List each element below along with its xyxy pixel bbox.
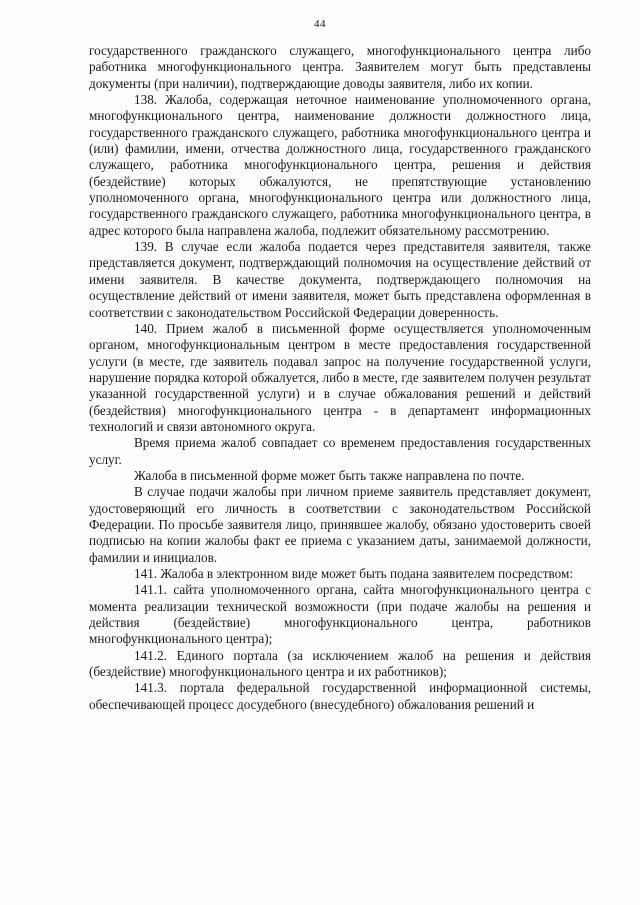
paragraph-mail: Жалоба в письменной форме может быть также направлена по почте. <box>134 467 525 483</box>
paragraph-141-2: 141.2. Единого портала (за исключением жалоб на решения и действия (бездействие) многофункционального центра и их работников); <box>89 647 591 680</box>
paragraph-141-1: 141.1. сайта уполномоченного органа, сайта многофункционального центра с момента реализации технической возможности (при подаче жалобы на решения и действия (бездействие) многофункционального центра, работников многофункционального центра); <box>89 582 591 647</box>
paragraph-138: 138. Жалоба, содержащая неточное наименование уполномоченного органа, многофункционального центра, наименование должности должностного лица, государственного гражданского служащего, работника многофункционального центра и (или) фамилии, имени, отчества должностного лица, государственного гражданского служащего, работника многофункционального центра, решения и действия (бездействие) которых обжалуются, не препятствующие установлению уполномоченного органа, многофункционального центра или должностного лица, государственного гражданского служащего, работника многофункционального центра, в адрес которого была направлена жалоба, подлежит обязательному рассмотрению. <box>89 92 591 238</box>
paragraph-141-3: 141.3. портала федеральной государственной информационной системы, обеспечивающей процесс досудебного (внесудебного) обжалования решений и <box>89 680 591 712</box>
paragraph-141: 141. Жалоба в электронном виде может быть подана заявителем посредством: <box>134 566 574 581</box>
paragraph-personal-reception: В случае подачи жалобы при личном приеме заявитель представляет документ, удостоверяющий его личность в соответствии с законодательством Российской Федерации. По просьбе заявителя лицо, принявшее жалобу, обязано удостоверить своей подписью на копии жалобы факт ее приема с указанием даты, занимаемой должности, фамилии и инициалов. <box>89 484 591 565</box>
paragraph-140: 140. Прием жалоб в письменной форме осуществляется уполномоченным органом, многофункциональным центром в месте предоставления государственной услуги (в месте, где заявитель подавал запрос на получение государственной услуги, нарушение порядка которой обжалуется, либо в месте, где заявителем получен результат указанной государственной услуги) и в случае обжалования решений и действий (бездействия) многофункционального центра - в департамент информационных технологий и связи автономного округа. <box>89 320 591 434</box>
paragraph-continuation: государственного гражданского служащего, многофункционального центра либо работника многофункционального центра. Заявителем могут быть представлены документы (при наличии), подтверждающие доводы заявителя, либо их копии. <box>89 43 591 91</box>
paragraph-139: 139. В случае если жалоба подается через представителя заявителя, также представляется документ, подтверждающий полномочия на осуществление действий от имени заявителя. В качестве документа, подтверждающего полномочия на осуществление действий от имени заявителя, может быть представлена оформленная в соответствии с законодательством Российской Федерации доверенность. <box>89 239 591 320</box>
page-number: 44 <box>314 18 326 30</box>
paragraph-reception-time: Время приема жалоб совпадает со временем предоставления государственных услуг. <box>89 435 591 467</box>
document-body <box>89 43 591 713</box>
